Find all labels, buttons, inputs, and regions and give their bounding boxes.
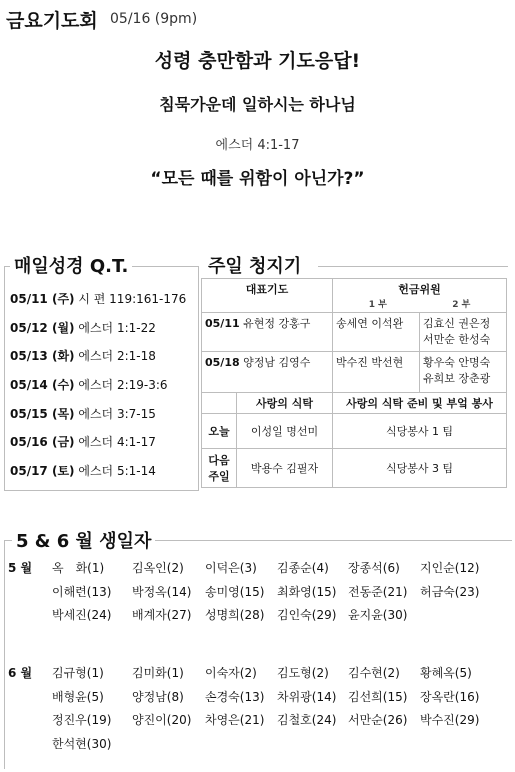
qt-title: 매일성경 Q.T. — [10, 252, 132, 278]
meal-names: 이성일 명선미 — [237, 414, 333, 449]
part2-label: 2 부 — [452, 300, 471, 310]
meal-team: 식당봉사 3 팀 — [333, 449, 507, 488]
meal-label: 오늘 — [202, 414, 237, 449]
qt-date: 05/16 (금) — [10, 435, 75, 449]
qt-passage: 에스더 2:1-18 — [78, 349, 156, 363]
birthday-entry: 손경숙(13) — [205, 689, 265, 704]
part1-cell: 박수진 박선현 — [333, 352, 420, 393]
part2-cell — [420, 313, 507, 352]
qt-row — [10, 347, 156, 364]
birthday-entry: 박세진(24) — [52, 608, 112, 622]
birthday-entry: 성명희(28) — [205, 608, 265, 622]
meal-row — [202, 449, 507, 488]
birthday-entry: 김철호(24) — [277, 713, 337, 727]
birthday-entry: 서만순(26) — [348, 713, 408, 727]
qt-passage: 에스더 4:1-17 — [78, 435, 156, 449]
qt-row — [10, 319, 156, 336]
birthday-entry: 양진이(20) — [132, 713, 192, 727]
scripture-reference: 에스더 4:1-17 — [215, 138, 300, 153]
birthday-entry: 송미영(15) — [205, 584, 265, 599]
birthday-entry: 박수진(29) — [420, 713, 480, 727]
birthday-entry: 이숙자(2) — [205, 666, 257, 680]
birthday-entry: 차영은(21) — [205, 713, 265, 727]
sunday-top-rule — [318, 266, 508, 267]
qt-date: 05/13 (화) — [10, 349, 75, 363]
qt-passage: 에스더 5:1-14 — [78, 464, 156, 478]
offering-header — [333, 279, 507, 313]
meal-header: 사랑의 식탁 — [237, 393, 333, 414]
meal-label — [202, 449, 237, 488]
qt-date: 05/14 (수) — [10, 378, 75, 392]
qt-date: 05/12 (월) — [10, 321, 75, 335]
birthday-entry: 박정옥(14) — [132, 584, 192, 599]
meal-header-row — [202, 393, 507, 414]
part2-names-a: 황우숙 안명숙 — [423, 356, 491, 369]
page-title: 금요기도회 — [6, 10, 98, 32]
qt-passage: 에스더 1:1-22 — [78, 321, 156, 335]
steward-row — [202, 352, 507, 393]
qt-date: 05/15 (목) — [10, 407, 75, 421]
birthday-entry: 김인숙(29) — [277, 608, 337, 622]
birthday-entry: 차위광(14) — [277, 689, 337, 704]
birthday-entry: 김선희(15) — [348, 689, 408, 704]
qt-row — [10, 290, 186, 307]
birthday-entry: 옥 화(1) — [52, 561, 105, 575]
meal-prep-header: 사랑의 식탁 준비 및 부엌 봉사 — [333, 393, 507, 414]
birthday-entry: 배계자(27) — [132, 608, 192, 622]
part1-cell: 송세연 이석완 — [333, 313, 420, 352]
birthday-title: 5 & 6 월 생일자 — [12, 527, 155, 553]
birthday-entry: 김수현(2) — [348, 666, 400, 680]
prayer-cell — [202, 313, 333, 352]
birthday-entry: 정진우(19) — [52, 713, 112, 727]
birthday-entry: 전동준(21) — [348, 584, 408, 599]
birthday-entry: 김규형(1) — [52, 666, 104, 680]
qt-row — [10, 433, 156, 450]
qt-passage: 에스더 2:19-3:6 — [78, 378, 168, 392]
offering-header-label: 헌금위원 — [398, 283, 441, 296]
meal-label-line2: 주일 — [208, 470, 230, 483]
service-date: 05/16 (9pm) — [110, 11, 198, 27]
sermon-quote: “모든 때를 위함이 아닌가?” — [150, 169, 365, 189]
headline: 성령 충만함과 기도응답! — [154, 50, 361, 72]
qt-date: 05/17 (토) — [10, 464, 75, 478]
qt-date: 05/11 (주) — [10, 292, 75, 306]
prayer-names: 양정남 김영수 — [243, 356, 311, 369]
meal-names: 박용수 김필자 — [237, 449, 333, 488]
part2-cell — [420, 352, 507, 393]
birthday-entry: 김종순(4) — [277, 561, 329, 575]
part2-names-a: 김효신 권은정 — [423, 317, 491, 330]
sunday-header-row — [202, 279, 507, 313]
birthday-entry: 이해련(13) — [52, 584, 112, 599]
meal-row — [202, 414, 507, 449]
birthday-entry: 배형윤(5) — [52, 689, 104, 704]
birthday-entry: 허금숙(23) — [420, 584, 480, 599]
birthday-entry: 윤지윤(30) — [348, 608, 408, 622]
part2-names-b: 유희보 장춘광 — [423, 372, 491, 385]
qt-passage: 시 편 119:161-176 — [78, 292, 187, 306]
birthday-entry: 장종석(6) — [348, 561, 400, 575]
row-date: 05/11 — [205, 317, 240, 330]
qt-passage: 에스더 3:7-15 — [78, 407, 156, 421]
qt-row — [10, 405, 156, 422]
sunday-title: 주일 청지기 — [204, 252, 305, 278]
qt-row — [10, 462, 156, 479]
meal-team: 식당봉사 1 팀 — [333, 414, 507, 449]
birthday-entry: 이덕은(3) — [205, 561, 257, 575]
birthday-entry: 황혜옥(5) — [420, 666, 472, 680]
june-label: 6 월 — [8, 666, 33, 680]
prayer-cell — [202, 352, 333, 393]
row-date: 05/18 — [205, 356, 240, 369]
birthday-entry: 한석현(30) — [52, 736, 112, 751]
may-label: 5 월 — [8, 561, 33, 575]
part1-label: 1 부 — [368, 300, 387, 310]
sunday-table — [201, 278, 507, 488]
steward-row — [202, 313, 507, 352]
prayer-header: 대표기도 — [202, 279, 333, 313]
birthday-entry: 김미화(1) — [132, 666, 184, 680]
subheadline: 침묵가운데 일하시는 하나님 — [159, 95, 356, 114]
birthday-entry: 김옥인(2) — [132, 561, 184, 575]
birthday-entry: 최화영(15) — [277, 584, 337, 599]
birthday-entry: 김도형(2) — [277, 666, 329, 680]
part2-names-b: 서만순 한성숙 — [423, 333, 491, 346]
birthday-entry: 지인순(12) — [420, 561, 480, 575]
qt-row — [10, 376, 168, 393]
meal-label-line1: 다음 — [208, 454, 230, 467]
birthday-entry: 장옥란(16) — [420, 689, 480, 704]
prayer-names: 유현정 강홍구 — [243, 317, 311, 330]
birthday-entry: 양정남(8) — [132, 689, 184, 704]
